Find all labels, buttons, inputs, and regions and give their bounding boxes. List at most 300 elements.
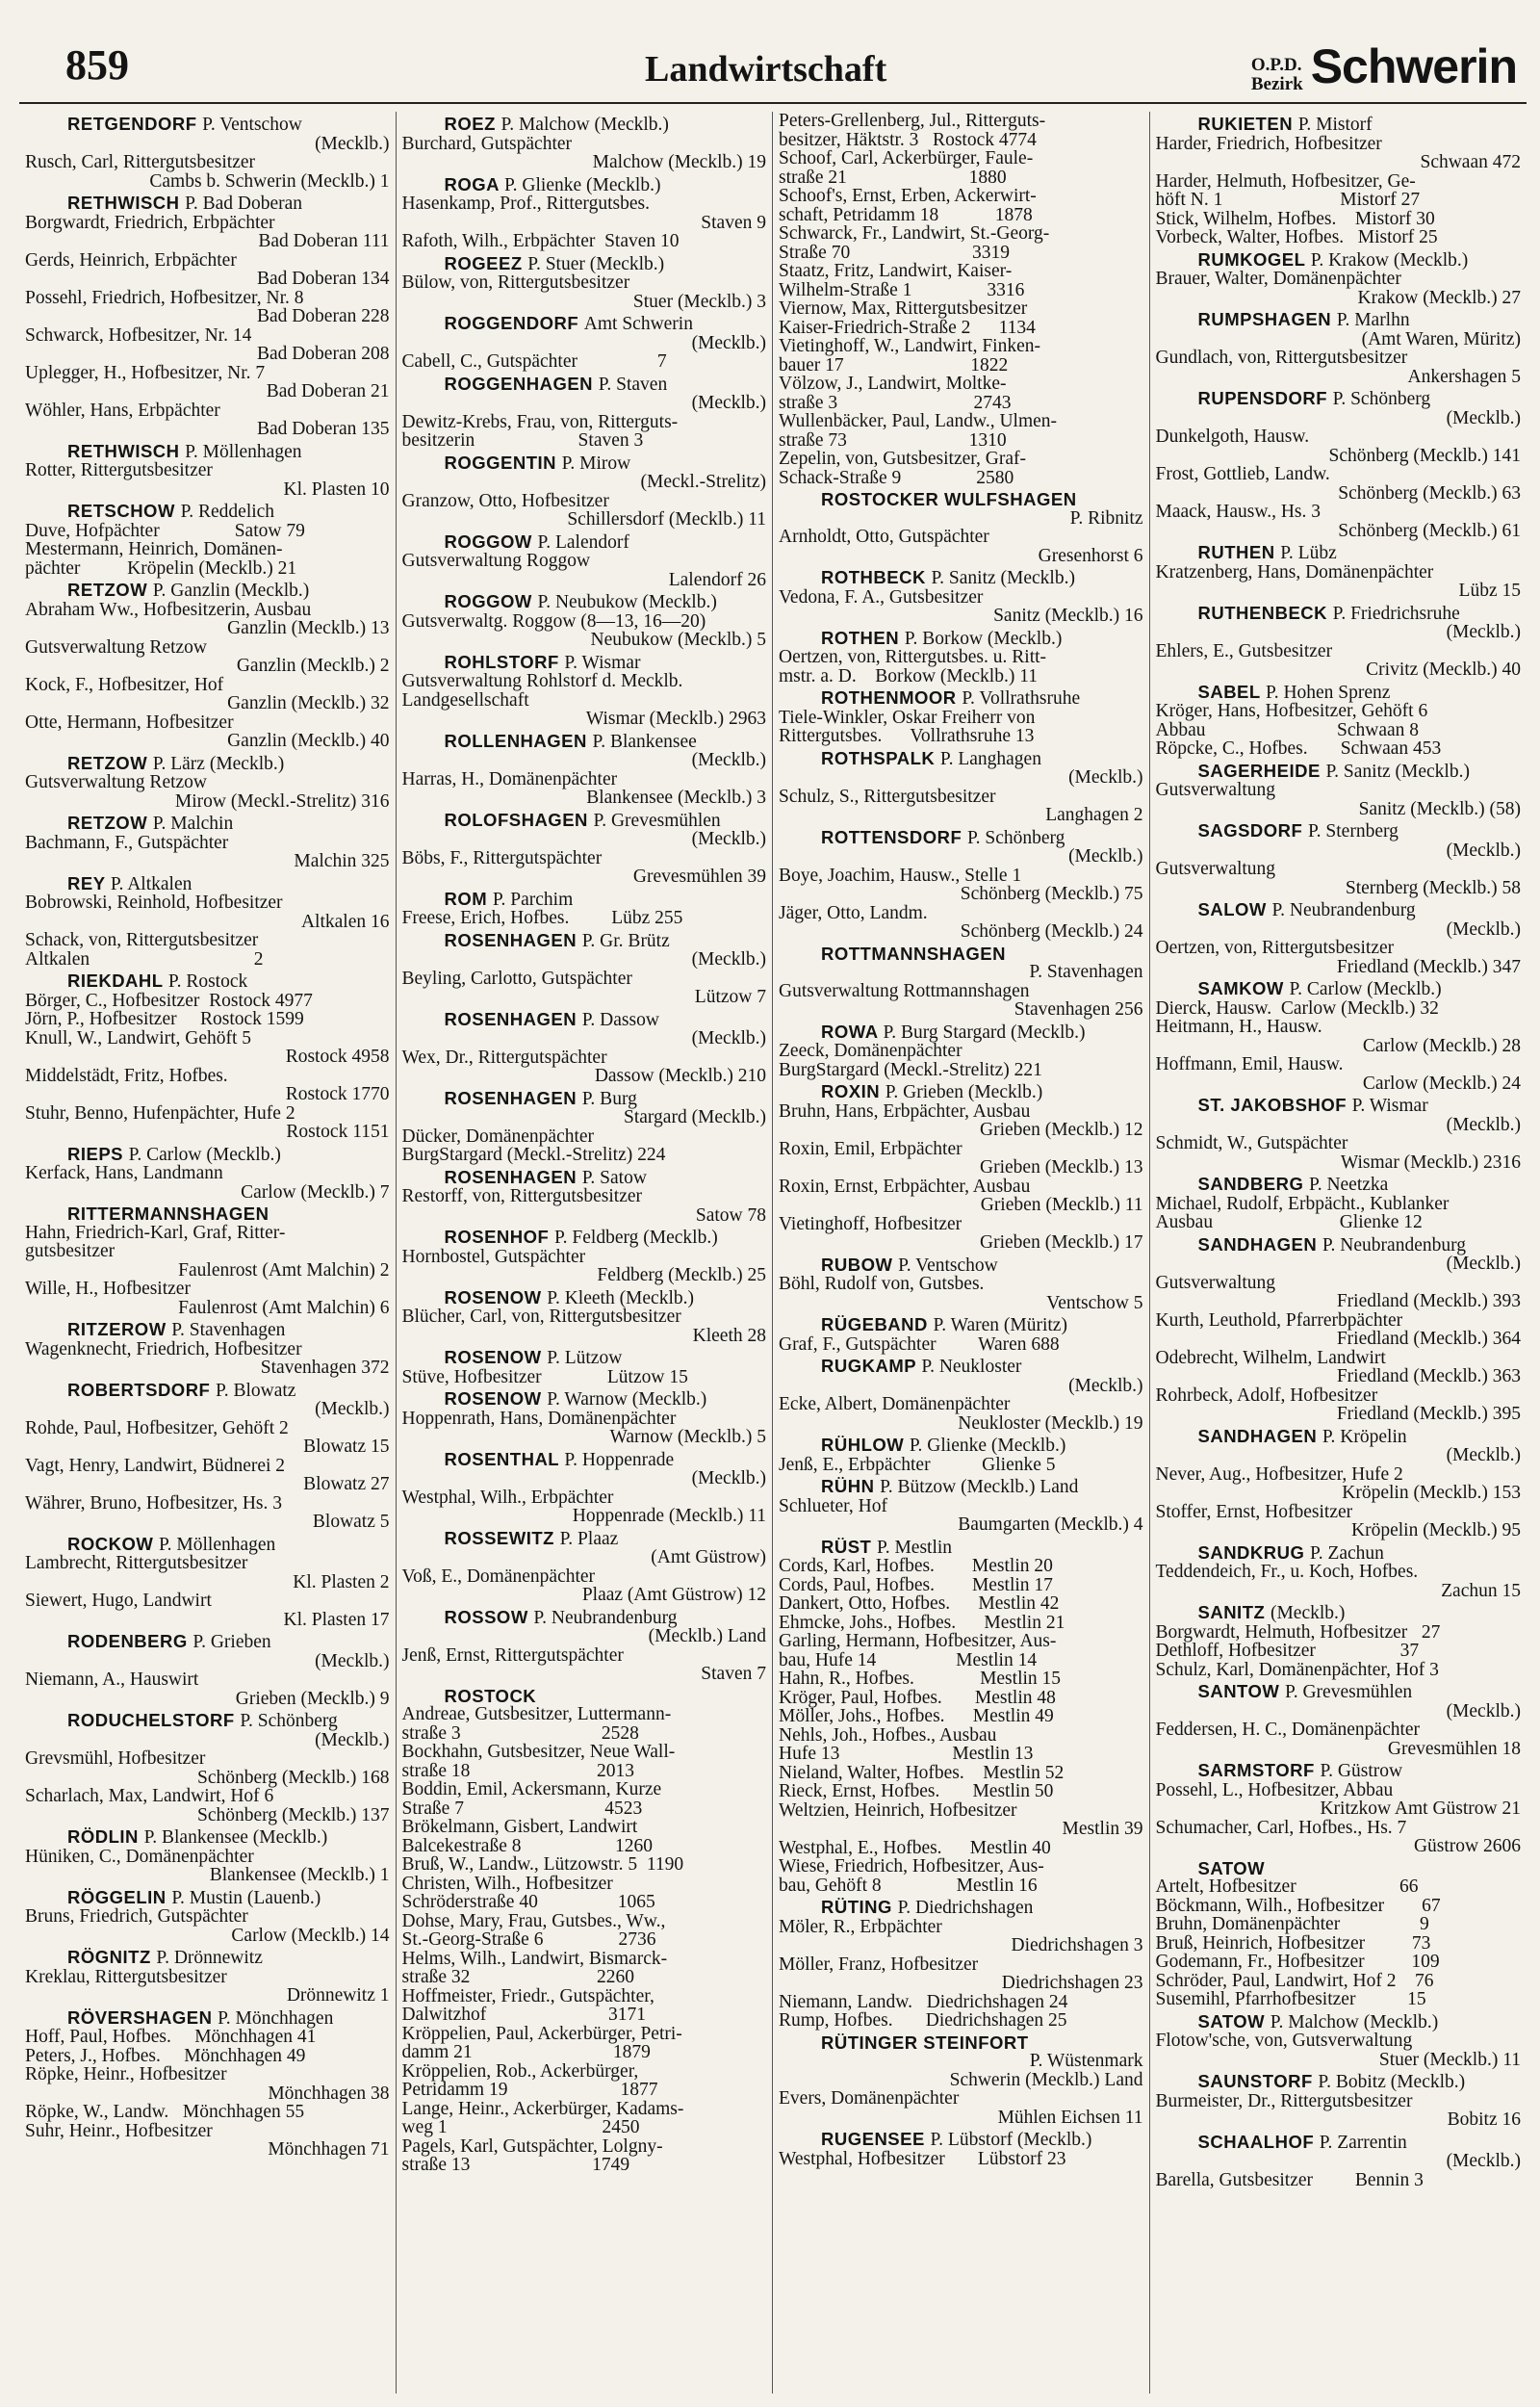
entry-location: Stuer (Mecklb.) 11 xyxy=(1378,2049,1521,2070)
place-name: ROHLSTORF xyxy=(444,651,559,672)
entry-location: Blowatz 5 xyxy=(312,1512,390,1532)
entry-line: Roxin, Ernst, Erbpächter, Ausbau xyxy=(779,1176,1031,1197)
place-name: RUGENSEE xyxy=(821,2129,925,2149)
place-name: RIEPS xyxy=(67,1143,124,1164)
place-heading xyxy=(402,175,767,195)
place-name: RÜHN xyxy=(821,1476,875,1496)
post-office: P. Diedrichshagen xyxy=(897,1898,1034,1918)
place-subheading: (Mecklb.) xyxy=(1446,407,1521,428)
entry-line: Susemihl, Pfarrhofbesitzer 15 xyxy=(1155,1989,1426,2009)
entry-location: Kl. Plasten 17 xyxy=(283,1609,390,1630)
entry-line: Landgesellschaft xyxy=(401,689,529,711)
post-office: (Mecklb.) xyxy=(1270,1603,1346,1623)
entry-location: Ankershagen 5 xyxy=(1407,366,1521,387)
entry-location: Schillersdorf (Mecklb.) 11 xyxy=(567,509,766,530)
post-office: P. Neubrandenburg xyxy=(1322,1234,1466,1255)
entry-line: Rusch, Carl, Rittergutsbesitzer xyxy=(25,152,256,172)
entry-location: Friedland (Mecklb.) 363 xyxy=(1336,1366,1521,1386)
place-name: SAUNSTORF xyxy=(1197,2071,1313,2091)
entry-location: Wismar (Mecklb.) 2963 xyxy=(585,709,766,729)
post-office: P. Grieben (Mecklb.) xyxy=(885,1082,1043,1102)
entry-line: Hahn, R., Hofbes. Mestlin 15 xyxy=(779,1669,1062,1689)
place-name: RUPENSDORF xyxy=(1197,388,1328,408)
section-title: Landwirtschaft xyxy=(645,49,887,90)
place-name: ROGGOW xyxy=(444,591,532,611)
entry-line: Abraham Ww., Hofbesitzerin, Ausbau xyxy=(25,599,312,620)
place-name: RÖDLIN xyxy=(67,1826,139,1847)
place-heading xyxy=(1156,762,1522,782)
entry-line: Schlueter, Hof xyxy=(779,1495,887,1516)
entry-location: Bad Doberan 134 xyxy=(256,269,390,289)
entry-line: Cords, Karl, Hofbes. Mestlin 20 xyxy=(779,1556,1053,1576)
post-office: P. Schönberg xyxy=(1332,389,1431,409)
entry-line: Altkalen 2 xyxy=(25,948,264,970)
entry-line: Burmeister, Dr., Rittergutsbesitzer xyxy=(1155,2090,1413,2111)
place-name: RÜST xyxy=(821,1536,872,1557)
entry-line: Weltzien, Heinrich, Hofbesitzer xyxy=(779,1799,1017,1821)
entry-line: Harder, Helmuth, Hofbesitzer, Ge- xyxy=(1155,170,1416,192)
post-office: P. Lalendorf xyxy=(537,531,629,553)
entry-line: Röpke, Heinr., Hofbesitzer xyxy=(25,2064,227,2084)
place-heading xyxy=(1156,310,1522,330)
place-name: RUMKOGEL xyxy=(1197,248,1306,270)
listing-columns xyxy=(19,112,1527,2394)
entry-line: Flotow'sche, von, Gutsverwaltung xyxy=(1155,2031,1413,2051)
place-heading xyxy=(25,2008,390,2029)
place-heading xyxy=(779,1357,1143,1377)
entry-line: Möler, R., Erbpächter xyxy=(779,1916,942,1937)
post-office: P. Grieben xyxy=(192,1632,271,1652)
entry-line: gutsbesitzer xyxy=(25,1241,116,1261)
place-heading xyxy=(25,1827,390,1848)
entry-line: Bruhn, Hans, Erbpächter, Ausbau xyxy=(779,1100,1031,1122)
place-subheading: (Mecklb.) xyxy=(691,393,766,413)
place-heading xyxy=(25,442,390,462)
place-name: SANDBERG xyxy=(1197,1174,1304,1194)
entry-line: Bobrowski, Reinhold, Hofbesitzer xyxy=(25,893,283,913)
entry-line: Jenß, Ernst, Rittergutspächter xyxy=(401,1644,624,1666)
entry-line: Petridamm 19 1877 xyxy=(401,2080,658,2100)
place-name: ROSENOW xyxy=(444,1347,542,1367)
post-office: P. Schönberg xyxy=(240,1711,338,1731)
entry-line: Jörn, P., Hofbesitzer Rostock 1599 xyxy=(25,1009,304,1029)
place-subheading: P. Stavenhagen xyxy=(1029,962,1143,982)
post-office: P. Marlhn xyxy=(1336,310,1410,330)
entry-line: Dunkelgoth, Hausw. xyxy=(1155,427,1310,447)
entry-location: Stavenhagen 256 xyxy=(1014,999,1143,1020)
place-name: ROXIN xyxy=(821,1081,881,1101)
place-heading xyxy=(779,1255,1143,1276)
entry-location: Drönnewitz 1 xyxy=(286,1985,390,2006)
entry-line: Ausbau Glienke 12 xyxy=(1155,1212,1423,1232)
place-heading xyxy=(25,1204,390,1224)
entry-line: straße 13 1749 xyxy=(401,2155,630,2175)
post-office: P. Burg xyxy=(581,1088,637,1109)
entry-line: Böbs, F., Rittergutspächter xyxy=(401,847,603,868)
place-heading xyxy=(402,890,767,910)
place-heading xyxy=(402,931,767,951)
entry-line: Schröderstraße 40 1065 xyxy=(401,1892,655,1912)
entry-line: Graf, F., Gutspächter Waren 688 xyxy=(779,1333,1060,1355)
entry-location: Carlow (Mecklb.) 28 xyxy=(1362,1035,1521,1056)
post-office: P. Hohen Sprenz xyxy=(1266,682,1391,703)
entry-location: Lützow 7 xyxy=(694,987,766,1007)
entry-line: Heitmann, H., Hausw. xyxy=(1155,1017,1322,1037)
place-heading xyxy=(779,1315,1143,1335)
post-office: P. Rostock xyxy=(167,971,248,992)
place-name: RÜTING xyxy=(821,1897,892,1917)
entry-location: Stavenhagen 372 xyxy=(260,1358,390,1378)
place-heading xyxy=(25,1632,390,1652)
entry-location: Schönberg (Mecklb.) 24 xyxy=(960,921,1143,942)
entry-line: Andreae, Gutsbesitzer, Luttermann- xyxy=(401,1704,672,1724)
entry-location: Grieben (Mecklb.) 11 xyxy=(980,1195,1143,1215)
entry-location: Faulenrost (Amt Malchin) 2 xyxy=(178,1259,390,1281)
entry-line: Hufe 13 Mestlin 13 xyxy=(779,1744,1034,1764)
entry-line: BurgStargard (Meckl.-Strelitz) 221 xyxy=(779,1059,1042,1080)
place-name: SALOW xyxy=(1197,899,1267,919)
entry-line: Rotter, Rittergutsbesitzer xyxy=(25,460,213,480)
entry-line: Godemann, Fr., Hofbesitzer 109 xyxy=(1155,1952,1440,1972)
place-name: RETHWISCH xyxy=(67,193,180,213)
place-name: SANDKRUG xyxy=(1197,1541,1305,1563)
place-heading xyxy=(1156,683,1522,703)
entry-location: Diedrichshagen 3 xyxy=(1011,1935,1143,1955)
place-name: ROTHBECK xyxy=(821,567,926,587)
post-office: P. Vollrathsruhe xyxy=(962,688,1081,709)
place-name: RETSCHOW xyxy=(67,501,175,521)
post-office: P. Sanitz (Mecklb.) xyxy=(931,568,1075,588)
entry-line: Gutsverwaltung xyxy=(1155,859,1276,879)
entry-line: Westphal, E., Hofbes. Mestlin 40 xyxy=(779,1837,1051,1858)
entry-line: Rump, Hofbes. Diedrichshagen 25 xyxy=(779,2010,1067,2031)
entry-line: Kröppelien, Rob., Ackerbürger, xyxy=(401,2060,639,2082)
entry-line: Borgwardt, Friedrich, Erbpächter xyxy=(25,212,275,233)
place-heading xyxy=(1156,1859,1522,1878)
entry-location: Friedland (Mecklb.) 393 xyxy=(1336,1291,1521,1311)
place-heading xyxy=(1156,250,1522,271)
post-office: P. Malchow (Mecklb.) xyxy=(500,115,669,135)
entry-line: Schröder, Paul, Landwirt, Hof 2 76 xyxy=(1155,1970,1434,1991)
place-subheading: P. Wüstenmark xyxy=(1029,2051,1143,2071)
place-heading xyxy=(25,1948,390,1968)
entry-line: Währer, Bruno, Hofbesitzer, Hs. 3 xyxy=(25,1492,283,1514)
place-subheading: (Meckl.-Strelitz) xyxy=(640,472,766,492)
post-office: P. Mestlin xyxy=(877,1537,953,1558)
entry-line: Tiele-Winkler, Oskar Freiherr von xyxy=(779,707,1036,728)
entry-line: Kurth, Leuthold, Pfarrerbpächter xyxy=(1155,1309,1403,1331)
place-heading xyxy=(779,1538,1143,1558)
entry-location: Güstrow 2606 xyxy=(1413,1836,1521,1856)
entry-line: Hoffmann, Emil, Hausw. xyxy=(1155,1054,1344,1074)
entry-line: Peters, J., Hofbes. Mönchhagen 49 xyxy=(25,2045,306,2066)
entry-line: Michael, Rudolf, Erbpächt., Kublanker xyxy=(1155,1193,1450,1214)
entry-location: Feldberg (Mecklb.) 25 xyxy=(597,1265,766,1285)
place-name: ROSENOW xyxy=(444,1286,542,1307)
post-office: P. Bobitz (Mecklb.) xyxy=(1318,2072,1466,2092)
post-office: P. Schönberg xyxy=(966,827,1065,848)
place-name: ROSTOCKER WULFSHAGEN xyxy=(821,489,1077,509)
place-heading xyxy=(25,502,390,522)
entry-line: Röpke, W., Landw. Mönchhagen 55 xyxy=(25,2102,305,2122)
place-name: ROM xyxy=(444,888,488,909)
place-heading xyxy=(779,1898,1143,1918)
place-name: SABEL xyxy=(1197,681,1261,702)
entry-line: Dohse, Mary, Frau, Gutsbes., Ww., xyxy=(401,1910,666,1931)
entry-line: Boye, Joachim, Hausw., Stelle 1 xyxy=(779,865,1022,886)
entry-line: Niemann, Landw. Diedrichshagen 24 xyxy=(779,1991,1068,2012)
entry-location: Baumgarten (Mecklb.) 4 xyxy=(958,1514,1143,1535)
place-heading xyxy=(1156,1761,1522,1781)
post-office: P. Blankensee (Mecklb.) xyxy=(143,1827,328,1848)
entry-line: St.-Georg-Straße 6 2736 xyxy=(401,1929,656,1950)
entry-line: Schack-Straße 9 2580 xyxy=(779,467,1014,488)
place-subheading: (Mecklb.) xyxy=(691,1468,766,1488)
entry-location: Grieben (Mecklb.) 12 xyxy=(980,1120,1143,1140)
place-name: RUGKAMP xyxy=(821,1356,916,1376)
place-heading xyxy=(1156,900,1522,920)
entry-line: Ehlers, E., Gutsbesitzer xyxy=(1155,640,1333,661)
entry-line: Feddersen, H. C., Domänenpächter xyxy=(1155,1720,1421,1740)
place-name: RITTERMANNSHAGEN xyxy=(67,1204,270,1224)
place-name: RETHWISCH xyxy=(67,440,180,461)
post-office: P. Burg Stargard (Mecklb.) xyxy=(883,1022,1086,1043)
post-office: P. Parchim xyxy=(492,889,574,910)
post-office: P. Lübz xyxy=(1280,543,1337,563)
place-heading xyxy=(779,2033,1143,2053)
post-office: P. Lärz (Mecklb.) xyxy=(152,753,285,774)
place-name: RITZEROW xyxy=(67,1319,167,1339)
entry-line: Schulz, Karl, Domänenpächter, Hof 3 xyxy=(1155,1659,1439,1680)
place-heading xyxy=(1156,1235,1522,1255)
entry-line: Straße 7 4523 xyxy=(401,1798,643,1819)
entry-line: Böhl, Rudolf von, Gutsbes. xyxy=(779,1274,985,1294)
entry-location: Faulenrost (Amt Malchin) 6 xyxy=(178,1297,390,1318)
place-heading xyxy=(1156,2072,1522,2092)
place-heading xyxy=(402,1348,767,1368)
post-office: P. Malchow (Mecklb.) xyxy=(1270,2011,1439,2032)
place-heading xyxy=(402,592,767,612)
place-heading xyxy=(25,1711,390,1731)
entry-line: Kröppelien, Paul, Ackerbürger, Petri- xyxy=(401,2023,682,2044)
place-heading xyxy=(779,629,1143,649)
entry-location: Staven 7 xyxy=(701,1664,766,1684)
entry-line: Rieck, Ernst, Hofbes. Mestlin 50 xyxy=(779,1781,1054,1801)
place-subheading: (Mecklb.) xyxy=(1446,2151,1521,2171)
entry-line: Kock, F., Hofbesitzer, Hof xyxy=(25,674,224,695)
place-name: ROGGENHAGEN xyxy=(444,373,594,394)
entry-line: Rohde, Paul, Hofbesitzer, Gehöft 2 xyxy=(25,1417,289,1438)
entry-line: pächter Kröpelin (Mecklb.) 21 xyxy=(25,557,297,579)
place-name: ROGGENTIN xyxy=(444,452,557,473)
entry-line: Möller, Johs., Hofbes. Mestlin 49 xyxy=(779,1706,1054,1726)
place-name: ROSTOCK xyxy=(444,1685,537,1706)
place-heading xyxy=(402,1010,767,1030)
entry-line: straße 73 1310 xyxy=(779,429,1007,451)
entry-location: Carlow (Mecklb.) 24 xyxy=(1362,1073,1521,1094)
place-heading xyxy=(779,1477,1143,1497)
place-heading xyxy=(402,732,767,752)
entry-line: Barella, Gutsbesitzer Bennin 3 xyxy=(1155,2169,1424,2190)
place-name: ROSENOW xyxy=(444,1388,542,1409)
entry-location: Schönberg (Mecklb.) 75 xyxy=(960,884,1143,904)
entry-location: Mönchhagen 71 xyxy=(268,2139,390,2160)
entry-location: Schönberg (Mecklb.) 141 xyxy=(1328,445,1521,466)
entry-location: Schwerin (Mecklb.) Land xyxy=(949,2069,1143,2090)
entry-location: Kröpelin (Mecklb.) 95 xyxy=(1351,1520,1521,1540)
place-heading xyxy=(25,1535,390,1555)
entry-line: Nieland, Walter, Hofbes. Mestlin 52 xyxy=(779,1762,1065,1783)
entry-line: Jäger, Otto, Landm. xyxy=(779,902,928,923)
entry-line: Westphal, Wilh., Erbpächter xyxy=(401,1487,614,1508)
entry-line: Oertzen, von, Rittergutsbes. u. Ritt- xyxy=(779,647,1047,667)
post-office: P. Glienke (Mecklb.) xyxy=(503,174,661,195)
entry-line: Knull, W., Landwirt, Gehöft 5 xyxy=(25,1027,252,1048)
entry-line: damm 21 1879 xyxy=(401,2042,651,2062)
entry-line: Boddin, Emil, Ackersmann, Kurze xyxy=(401,1779,662,1799)
entry-location: Schwaan 472 xyxy=(1420,152,1521,172)
place-name: ROEZ xyxy=(444,114,496,134)
place-heading xyxy=(402,1608,767,1628)
place-subheading: (Mecklb.) xyxy=(691,332,766,353)
entry-location: Lalendorf 26 xyxy=(668,569,766,590)
post-office: P. Langhagen xyxy=(939,748,1041,769)
entry-line: Peters-Grellenberg, Jul., Ritterguts- xyxy=(779,112,1046,131)
place-name: RETGENDORF xyxy=(67,114,197,134)
entry-location: Neukloster (Mecklb.) 19 xyxy=(958,1412,1143,1434)
entry-line: Rohrbeck, Adolf, Hofbesitzer xyxy=(1155,1385,1378,1406)
entry-location: Blankensee (Mecklb.) 3 xyxy=(586,788,766,808)
place-name: SANITZ xyxy=(1197,1602,1266,1622)
place-name: RÜHLOW xyxy=(821,1435,905,1455)
entry-line: Gundlach, von, Rittergutsbesitzer xyxy=(1155,348,1408,368)
place-heading xyxy=(1156,604,1522,624)
entry-line: Bruß, Heinrich, Hofbesitzer 73 xyxy=(1155,1932,1431,1954)
place-subheading: (Mecklb.) Land xyxy=(648,1626,766,1646)
place-name: RETZOW xyxy=(67,752,148,773)
place-heading xyxy=(779,1022,1143,1043)
entry-line: Schmidt, W., Gutspächter xyxy=(1155,1133,1348,1153)
opd-district xyxy=(1251,56,1303,94)
entry-line: Schwarck, Hofbesitzer, Nr. 14 xyxy=(25,324,252,346)
entry-line: Burchard, Gutspächter xyxy=(401,133,573,154)
entry-line: Wagenknecht, Friedrich, Hofbesitzer xyxy=(25,1338,302,1359)
place-heading xyxy=(402,653,767,673)
entry-line: Gutsverwaltung Roggow xyxy=(401,551,591,571)
place-heading xyxy=(779,945,1143,964)
post-office: P. Borkow (Mecklb.) xyxy=(904,628,1063,649)
place-name: RIEKDAHL xyxy=(67,971,164,991)
post-office: P. Neetzka xyxy=(1309,1175,1389,1195)
place-name: RÜGEBAND xyxy=(821,1314,928,1334)
entry-line: Dewitz-Krebs, Frau, von, Ritterguts- xyxy=(401,411,679,432)
entry-line: Cabell, C., Gutspächter 7 xyxy=(401,351,667,372)
post-office: P. Sanitz (Mecklb.) xyxy=(1325,761,1470,782)
entry-line: Wiese, Friedrich, Hofbesitzer, Aus- xyxy=(779,1856,1044,1876)
entry-line: Vagt, Henry, Landwirt, Büdnerei 2 xyxy=(25,1455,286,1476)
entry-location: Neubukow (Mecklb.) 5 xyxy=(590,630,766,650)
place-subheading: (Mecklb.) xyxy=(315,1650,390,1671)
place-heading xyxy=(25,581,390,601)
entry-location: Ganzlin (Mecklb.) 2 xyxy=(236,656,390,676)
place-name: SANDHAGEN xyxy=(1197,1233,1318,1255)
entry-line: Abbau Schwaan 8 xyxy=(1155,719,1420,740)
entry-location: Kritzkow Amt Güstrow 21 xyxy=(1320,1799,1521,1819)
place-name: ROCKOW xyxy=(67,1533,154,1554)
entry-line: Wilhelm-Straße 1 3316 xyxy=(779,279,1025,300)
place-name: ROSENHAGEN xyxy=(444,1008,578,1029)
place-heading xyxy=(779,688,1143,709)
post-office: P. Plaaz xyxy=(559,1528,619,1549)
post-office: P. Mönchhagen xyxy=(218,2007,334,2029)
entry-location: Satow 78 xyxy=(695,1204,766,1226)
entry-line: Vietinghoff, W., Landwirt, Finken- xyxy=(779,336,1040,356)
entry-location: Mühlen Eichsen 11 xyxy=(997,2107,1143,2128)
entry-location: Crivitz (Mecklb.) 40 xyxy=(1366,660,1521,680)
entry-line: Blücher, Carl, von, Rittergutsbesitzer xyxy=(401,1307,681,1327)
entry-line: Völzow, J., Landwirt, Moltke- xyxy=(779,374,1007,394)
entry-location: Rostock 1151 xyxy=(286,1122,390,1142)
entry-location: Ventschow 5 xyxy=(1046,1292,1143,1313)
entry-line: Possehl, L., Hofbesitzer, Abbau xyxy=(1155,1779,1394,1800)
place-name: ROTHEN xyxy=(821,627,900,648)
post-office: P. Satow xyxy=(581,1167,647,1188)
entry-location: Grevesmühlen 39 xyxy=(632,867,766,887)
entry-line: straße 18 2013 xyxy=(401,1760,635,1781)
entry-location: Blowatz 15 xyxy=(303,1436,390,1457)
entry-location: Malchin 325 xyxy=(294,851,390,871)
place-heading xyxy=(402,254,767,274)
post-office: P. Blankensee xyxy=(592,731,697,752)
post-office: P. Mirow xyxy=(561,453,631,474)
place-subheading: (Mecklb.) xyxy=(315,1729,390,1750)
entry-line: Bachmann, F., Gutspächter xyxy=(25,832,229,853)
entry-line: straße 3 2743 xyxy=(779,392,1012,413)
entry-line: Kaiser-Friedrich-Straße 2 1134 xyxy=(779,317,1036,338)
place-name: ROWA xyxy=(821,1021,878,1042)
entry-location: Wismar (Mecklb.) 2316 xyxy=(1340,1152,1521,1173)
entry-location: Bad Doberan 208 xyxy=(256,344,390,364)
entry-line: Schumacher, Carl, Hofbes., Hs. 7 xyxy=(1155,1817,1407,1838)
place-name: SAGERHEIDE xyxy=(1197,760,1321,781)
place-subheading: (Mecklb.) xyxy=(1446,1254,1521,1274)
place-heading xyxy=(1156,1427,1522,1447)
entry-line: Brökelmann, Gisbert, Landwirt xyxy=(401,1817,638,1837)
entry-line: Cords, Paul, Hofbes. Mestlin 17 xyxy=(779,1574,1053,1595)
entry-location: Altkalen 16 xyxy=(300,911,390,932)
place-name: SANTOW xyxy=(1197,1681,1280,1701)
entry-line: Schoof's, Ernst, Erben, Ackerwirt- xyxy=(779,186,1037,206)
place-heading xyxy=(402,1529,767,1549)
place-name: RUTHEN xyxy=(1197,542,1275,562)
entry-line: Artelt, Hofbesitzer 66 xyxy=(1155,1876,1419,1897)
entry-line: Gutsverwaltung Rohlstorf d. Mecklb. xyxy=(401,671,683,691)
post-office: P. Möllenhagen xyxy=(158,1534,276,1555)
place-heading xyxy=(1156,2012,1522,2032)
place-name: SARMSTORF xyxy=(1197,1760,1315,1780)
post-office: P. Ventschow xyxy=(202,115,302,135)
entry-location: Ganzlin (Mecklb.) 13 xyxy=(227,618,390,638)
entry-line: bau, Gehöft 8 Mestlin 16 xyxy=(779,1875,1038,1896)
place-subheading: (Mecklb.) xyxy=(691,949,766,970)
post-office: P. Malchin xyxy=(152,814,234,834)
entry-location: Schönberg (Mecklb.) 168 xyxy=(197,1767,390,1788)
place-heading xyxy=(25,971,390,992)
entry-line: Nehls, Joh., Hofbes., Ausbau xyxy=(779,1724,997,1746)
entry-line: Hornbostel, Gutspächter xyxy=(401,1246,586,1267)
entry-line: Frost, Gottlieb, Landw. xyxy=(1155,464,1330,484)
post-office: P. Mistorf xyxy=(1297,115,1373,135)
